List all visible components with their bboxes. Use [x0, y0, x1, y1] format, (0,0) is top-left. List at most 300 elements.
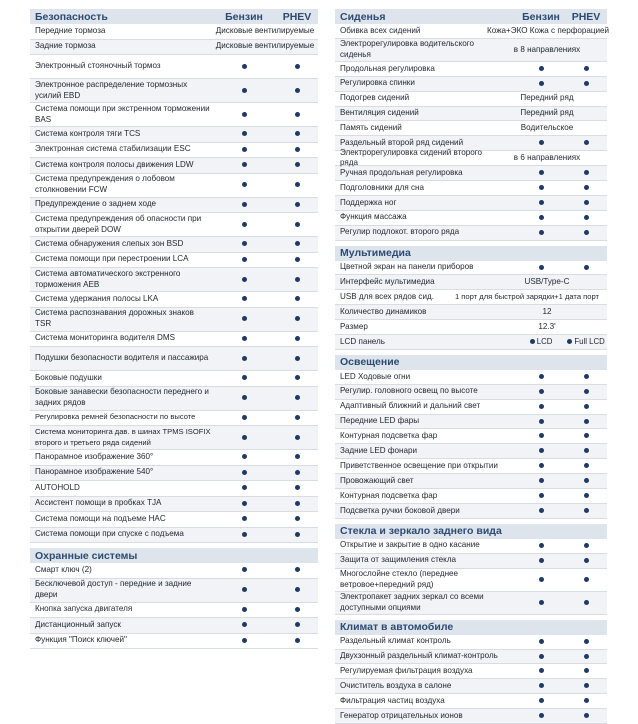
feature-value: Водительское — [520, 123, 574, 133]
phev-value — [276, 109, 318, 120]
table-row — [30, 411, 318, 427]
table-row — [335, 107, 607, 122]
feature-dot-icon — [242, 607, 247, 612]
table-row — [30, 24, 318, 40]
feature-label: Система распознавания дорожных знаков TSR — [35, 308, 194, 328]
feature-dot-icon — [295, 147, 300, 152]
table-row — [335, 226, 607, 241]
table-row — [30, 481, 318, 497]
table-row — [30, 563, 318, 579]
section-title: Мультимедиа — [340, 247, 411, 260]
feature-label: Электронное распределение тормозных усилий EBD — [35, 79, 188, 100]
petrol-value — [212, 412, 276, 423]
feature-label: Раздельный второй ряд сидений — [340, 137, 464, 147]
feature-label: LCD панель — [340, 336, 385, 346]
table-row — [30, 253, 318, 269]
petrol-value: LCD — [517, 337, 565, 348]
feature-label: Защита от защимления стекла — [340, 555, 457, 565]
feature-label: Фильтрация частиц воздуха — [340, 695, 445, 705]
feature-dot-icon — [584, 265, 589, 270]
feature-dot-icon — [539, 230, 544, 235]
table-row — [30, 387, 318, 411]
feature-dot-icon — [242, 64, 247, 69]
feature-value: Передний ряд — [520, 108, 574, 118]
feature-dot-icon — [295, 296, 300, 301]
phev-value — [276, 585, 318, 596]
feature-dot-icon — [295, 64, 300, 69]
feature-label: Генератор отрицательных ионов — [340, 710, 463, 720]
petrol-value — [517, 491, 565, 502]
feature-dot-icon — [242, 147, 247, 152]
table-row — [30, 213, 318, 237]
table-row — [30, 512, 318, 528]
feature-dot-icon — [584, 600, 589, 605]
table-row — [335, 444, 607, 459]
phev-value — [565, 138, 607, 149]
petrol-value — [212, 565, 276, 576]
table-row — [335, 211, 607, 226]
phev-value — [565, 372, 607, 383]
section-title: Охранные системы — [35, 549, 138, 562]
section-header — [30, 548, 318, 563]
feature-dot-icon — [539, 66, 544, 71]
table-row — [335, 275, 607, 290]
petrol-value — [212, 432, 276, 443]
feature-dot-icon — [584, 478, 589, 483]
phev-value — [276, 199, 318, 210]
table-row — [30, 79, 318, 103]
table-row — [335, 92, 607, 107]
feature-dot-icon — [584, 200, 589, 205]
petrol-value — [212, 180, 276, 191]
petrol-value — [517, 386, 565, 397]
feature-value: в 6 направлениях — [513, 152, 581, 162]
phev-value — [276, 514, 318, 525]
section-title: Климат в автомобиле — [340, 621, 454, 634]
feature-label: Дистанционный запуск — [35, 619, 121, 629]
feature-dot-icon — [584, 140, 589, 145]
column-header-petrol: Бензин — [225, 10, 263, 23]
phev-value — [565, 506, 607, 517]
feature-dot-icon — [584, 433, 589, 438]
phev-value — [276, 61, 318, 72]
section-header — [335, 524, 607, 539]
feature-dot-icon — [242, 296, 247, 301]
feature-value: 1 порт для быстрой зарядки+1 дата порт — [454, 292, 600, 301]
feature-dot-icon — [539, 478, 544, 483]
feature-dot-icon — [584, 577, 589, 582]
feature-label: Цветной экран на панели приборов — [340, 262, 474, 272]
phev-value — [276, 635, 318, 646]
table-row — [335, 305, 607, 320]
table-row — [335, 196, 607, 211]
feature-label: Задние тормоза — [35, 41, 96, 51]
feature-dot-icon — [584, 170, 589, 175]
feature-dot-icon — [242, 277, 247, 282]
table-row — [335, 320, 607, 335]
feature-dot-icon — [584, 404, 589, 409]
phev-value — [565, 431, 607, 442]
feature-dot-icon — [295, 257, 300, 262]
feature-dot-icon — [539, 683, 544, 688]
phev-value — [276, 604, 318, 615]
phev-value — [565, 386, 607, 397]
feature-label: Двухзонный раздельный климат-контроль — [340, 651, 498, 661]
feature-dot-icon — [242, 375, 247, 380]
petrol-value — [517, 198, 565, 209]
feature-label: Система помощи при перестроении LCA — [35, 254, 189, 264]
phev-value — [565, 696, 607, 707]
feature-dot-icon — [242, 622, 247, 627]
feature-dot-icon — [295, 241, 300, 246]
feature-dot-icon — [584, 668, 589, 673]
feature-dot-icon — [530, 339, 535, 344]
feature-dot-icon — [242, 532, 247, 537]
feature-dot-icon — [242, 435, 247, 440]
feature-label: Продольная регулировка — [340, 63, 435, 73]
feature-label: Поддержка ног — [340, 197, 397, 207]
petrol-value — [212, 620, 276, 631]
phev-value — [276, 314, 318, 325]
feature-dot-icon — [242, 567, 247, 572]
table-row — [30, 268, 318, 292]
feature-label: Контурная подсветка фар — [340, 490, 438, 500]
feature-label: Подогрев сидений — [340, 93, 410, 103]
table-row — [335, 147, 607, 168]
table-row — [335, 635, 607, 650]
feature-dot-icon — [242, 638, 247, 643]
feature-dot-icon — [539, 200, 544, 205]
feature-dot-icon — [295, 395, 300, 400]
petrol-value — [517, 183, 565, 194]
feature-label: Система автоматического экстренного торможения AEB — [35, 268, 181, 289]
phev-value — [565, 574, 607, 585]
feature-label: Кнопка запуска двигателя — [35, 604, 133, 614]
phev-value — [276, 219, 318, 230]
petrol-value — [212, 274, 276, 285]
petrol-value — [212, 109, 276, 120]
petrol-value — [517, 461, 565, 472]
petrol-value — [212, 199, 276, 210]
feature-dot-icon — [295, 202, 300, 207]
feature-dot-icon — [295, 415, 300, 420]
feature-dot-icon — [295, 587, 300, 592]
table-row — [335, 290, 607, 305]
feature-dot-icon — [295, 622, 300, 627]
petrol-value — [212, 294, 276, 305]
table-row — [30, 466, 318, 482]
petrol-value — [517, 78, 565, 89]
feature-dot-icon — [584, 493, 589, 498]
feature-label: Система мониторинга водителя DMS — [35, 333, 175, 343]
phev-value — [276, 432, 318, 443]
feature-label: Регулир подлокот. второго ряда — [340, 227, 460, 237]
feature-dot-icon — [242, 415, 247, 420]
feature-dot-icon — [539, 508, 544, 513]
feature-dot-icon — [539, 558, 544, 563]
section-header — [335, 355, 607, 370]
feature-label: Адаптивный ближний и дальний свет — [340, 401, 481, 411]
feature-dot-icon — [242, 316, 247, 321]
column-header-petrol: Бензин — [522, 10, 560, 23]
section-header — [335, 9, 607, 24]
feature-value: Передний ряд — [520, 93, 574, 103]
table-row — [30, 127, 318, 143]
table-row — [30, 603, 318, 619]
petrol-value — [212, 529, 276, 540]
phev-value — [565, 461, 607, 472]
section-header — [335, 620, 607, 635]
feature-dot-icon — [584, 374, 589, 379]
feature-label: USB для всех рядов сид. — [340, 292, 434, 301]
feature-dot-icon — [539, 215, 544, 220]
table-row — [335, 261, 607, 276]
feature-dot-icon — [539, 493, 544, 498]
feature-value: в 8 направлениях — [513, 44, 581, 54]
table-row — [335, 474, 607, 489]
phev-value — [565, 64, 607, 75]
petrol-value — [212, 467, 276, 478]
feature-label: Подушки безопасности водителя и пассажира — [35, 353, 209, 363]
feature-dot-icon — [242, 88, 247, 93]
feature-dot-icon — [295, 454, 300, 459]
feature-dot-icon — [539, 389, 544, 394]
phev-value — [565, 555, 607, 566]
petrol-value — [517, 168, 565, 179]
feature-label: Регулировка ремней безопасности по высоте — [35, 412, 196, 422]
phev-value — [276, 483, 318, 494]
petrol-value — [212, 498, 276, 509]
feature-dot-icon — [539, 140, 544, 145]
table-row — [335, 370, 607, 385]
feature-dot-icon — [584, 654, 589, 659]
petrol-value — [517, 636, 565, 647]
feature-label: Система предупреждения об опасности при открытии дверей DOW — [35, 213, 202, 234]
feature-dot-icon — [584, 558, 589, 563]
petrol-value — [212, 604, 276, 615]
feature-dot-icon — [295, 501, 300, 506]
phev-value — [276, 129, 318, 140]
feature-label: AUTOHOLD — [35, 482, 80, 492]
feature-dot-icon — [539, 170, 544, 175]
feature-value: 12.3' — [538, 321, 556, 331]
petrol-value — [212, 254, 276, 265]
feature-label: Интерфейс мультимедиа — [340, 277, 435, 287]
feature-dot-icon — [584, 713, 589, 718]
petrol-value — [517, 401, 565, 412]
feature-dot-icon — [539, 463, 544, 468]
phev-value — [276, 239, 318, 250]
table-row — [335, 569, 607, 592]
table-row — [30, 371, 318, 387]
feature-dot-icon — [584, 389, 589, 394]
feature-dot-icon — [539, 81, 544, 86]
column-header-phev: PHEV — [282, 10, 312, 23]
feature-dot-icon — [242, 395, 247, 400]
feature-label: Система помощи при спуске с подъема — [35, 529, 184, 539]
feature-dot-icon — [539, 404, 544, 409]
feature-dot-icon — [242, 131, 247, 136]
feature-dot-icon — [584, 81, 589, 86]
table-row — [335, 39, 607, 62]
phev-value — [565, 262, 607, 273]
feature-dot-icon — [295, 485, 300, 490]
phev-value — [276, 160, 318, 171]
feature-dot-icon — [242, 501, 247, 506]
table-row — [335, 539, 607, 554]
feature-dot-icon — [295, 638, 300, 643]
feature-dot-icon — [567, 339, 572, 344]
feature-dot-icon — [295, 112, 300, 117]
feature-value: 12 — [542, 306, 552, 316]
petrol-value — [212, 219, 276, 230]
feature-label: Панорамное изображение 360° — [35, 451, 154, 461]
table-row — [335, 459, 607, 474]
phev-value — [276, 144, 318, 155]
feature-dot-icon — [539, 543, 544, 548]
feature-dot-icon — [242, 241, 247, 246]
feature-label: Система обнаружения слепых зон BSD — [35, 238, 184, 248]
section-title: Безопасность — [35, 10, 108, 23]
feature-label: Функция "Поиск ключей" — [35, 635, 127, 645]
petrol-value — [517, 476, 565, 487]
feature-label: Подсветка ручки боковой двери — [340, 505, 460, 515]
feature-label: Боковые подушки — [35, 372, 102, 382]
petrol-value — [517, 651, 565, 662]
feature-dot-icon — [539, 433, 544, 438]
column-header-phev: PHEV — [571, 10, 601, 23]
feature-label: Электронная система стабилизации ESC — [35, 144, 191, 154]
petrol-value — [212, 514, 276, 525]
feature-dot-icon — [242, 182, 247, 187]
phev-value — [276, 254, 318, 265]
feature-label: Система предупреждения о лобовом столкновении FCW — [35, 174, 175, 194]
feature-dot-icon — [242, 162, 247, 167]
phev-value — [565, 711, 607, 722]
feature-dot-icon — [295, 470, 300, 475]
section-title: Сиденья — [340, 10, 386, 23]
phev-value — [276, 498, 318, 509]
feature-label: Ассистент помощи в пробках TJA — [35, 498, 162, 508]
petrol-value — [212, 85, 276, 96]
feature-label: Регулируемая фильтрация воздуха — [340, 666, 473, 676]
feature-dot-icon — [584, 215, 589, 220]
phev-value — [565, 198, 607, 209]
petrol-value — [212, 585, 276, 596]
petrol-value — [212, 393, 276, 404]
table-row — [335, 709, 607, 724]
feature-dot-icon — [539, 419, 544, 424]
feature-label: Боковые занавески безопасности переднего и задних рядов — [35, 387, 209, 407]
feature-label: Раздельный климат контроль — [340, 636, 451, 646]
phev-value — [276, 620, 318, 631]
phev-value — [565, 476, 607, 487]
petrol-value — [212, 314, 276, 325]
petrol-value — [517, 666, 565, 677]
table-row — [335, 694, 607, 709]
feature-label: Электрорегулировка сидений второго ряда — [340, 147, 483, 168]
feature-dot-icon — [295, 532, 300, 537]
phev-value — [276, 333, 318, 344]
phev-value — [276, 85, 318, 96]
table-row — [335, 400, 607, 415]
feature-dot-icon — [242, 222, 247, 227]
feature-dot-icon — [295, 182, 300, 187]
phev-value — [565, 183, 607, 194]
feature-dot-icon — [295, 375, 300, 380]
table-row — [335, 335, 607, 350]
phev-value — [565, 446, 607, 457]
feature-dot-icon — [539, 639, 544, 644]
feature-dot-icon — [295, 316, 300, 321]
petrol-value — [212, 144, 276, 155]
petrol-value — [212, 635, 276, 646]
table-row — [30, 347, 318, 371]
feature-label: Предупреждение о заднем ходе — [35, 199, 157, 209]
feature-dot-icon — [539, 185, 544, 190]
feature-label: Функция массажа — [340, 212, 407, 222]
petrol-value — [212, 333, 276, 344]
feature-label: Система помощи при экстренном торможении BAS — [35, 103, 210, 124]
table-row — [335, 504, 607, 519]
feature-label: Электропакет задних зеркал со всеми доступными опциями — [340, 592, 484, 612]
feature-dot-icon — [539, 265, 544, 270]
table-row — [30, 528, 318, 544]
petrol-value — [517, 262, 565, 273]
feature-dot-icon — [242, 202, 247, 207]
phev-value — [276, 294, 318, 305]
feature-label: Панорамное изображение 540° — [35, 467, 154, 477]
table-row — [30, 158, 318, 174]
feature-dot-icon — [295, 607, 300, 612]
feature-dot-icon — [242, 485, 247, 490]
phev-value — [276, 452, 318, 463]
section-header — [335, 246, 607, 261]
feature-dot-icon — [242, 454, 247, 459]
phev-value — [565, 401, 607, 412]
phev-value — [276, 412, 318, 423]
feature-dot-icon — [539, 448, 544, 453]
table-row — [335, 664, 607, 679]
table-row — [335, 385, 607, 400]
section-header — [30, 9, 318, 24]
table-row — [335, 489, 607, 504]
feature-label: Электронный стояночный тормоз — [35, 61, 161, 71]
feature-label: Подголовники для сна — [340, 182, 424, 192]
table-row — [30, 174, 318, 198]
feature-label: Система мониторинга дав. в шинах TPMS ISOFIX второго и третьего ряда сидений — [35, 426, 211, 447]
feature-label: Вентиляция сидений — [340, 108, 419, 118]
feature-dot-icon — [539, 600, 544, 605]
feature-dot-icon — [584, 66, 589, 71]
feature-dot-icon — [584, 639, 589, 644]
feature-value: Дисковые вентилируемые — [215, 41, 315, 51]
petrol-value — [212, 373, 276, 384]
table-row — [335, 62, 607, 77]
table-row — [30, 237, 318, 253]
feature-dot-icon — [584, 683, 589, 688]
feature-dot-icon — [584, 185, 589, 190]
phev-value — [565, 168, 607, 179]
phev-value — [565, 212, 607, 223]
petrol-value — [517, 681, 565, 692]
section-title: Стекла и зеркало заднего вида — [340, 525, 502, 538]
petrol-value — [517, 696, 565, 707]
feature-label: Система контроля тяги TCS — [35, 128, 141, 138]
right-spec-column — [335, 9, 610, 724]
table-row — [335, 77, 607, 92]
table-row — [30, 40, 318, 56]
